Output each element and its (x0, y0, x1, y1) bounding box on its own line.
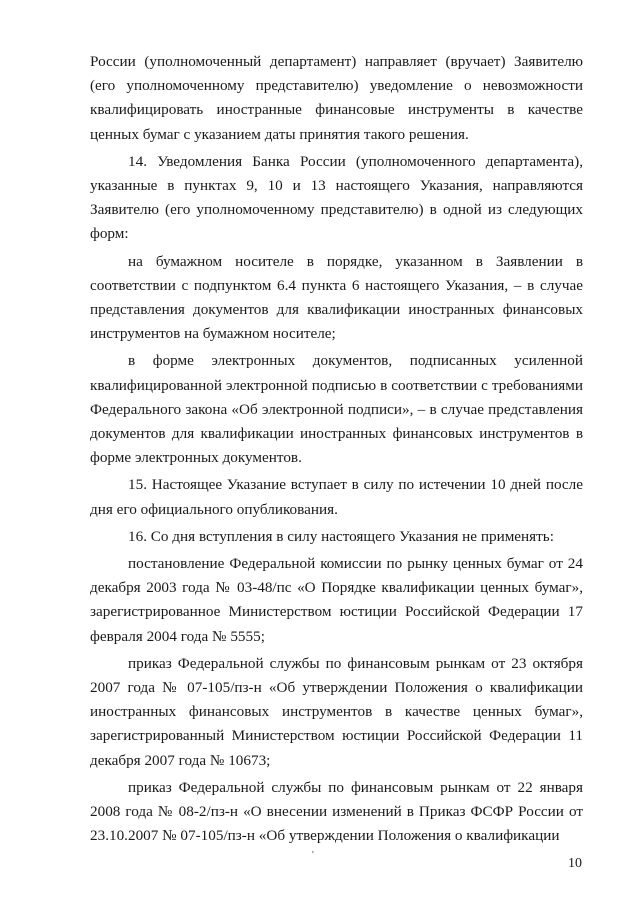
paragraph-16-order-07-105: приказ Федеральной службы по финансовым рынкам от 23 октября 2007 года № 07-105/пз-н «Об утверждении Положения о квалификации иностранных финансовых инструментов в качестве ценных бумаг», зарегистрированный Министерством юстиции Российской Федерации 11 декабря 2007 года № 10673; (90, 654, 583, 769)
paragraph-14-electronic-form: в форме электронных документов, подписанных усиленной квалифицированной электронной подписью в соответствии с требованиями Федерального закона «Об электронной подписи», – в случае представления документов для квалификации иностранных финансовых инструментов в форме электронных документов. (90, 352, 583, 467)
page-number: 10 (568, 856, 582, 871)
paragraph-16-resolution-fkcb: постановление Федеральной комиссии по рынку ценных бумаг от 24 декабря 2003 года № 03-48/пс «О Порядке квалификации ценных бумаг», зарегистрированное Министерством юстиции Российской Федерации 17 февраля 2004 года № 5555; (90, 555, 583, 645)
paragraph-16: 16. Со дня вступления в силу настоящего Указания не применять: (128, 527, 554, 545)
paragraph-14: 14. Уведомления Банка России (уполномоченного департамента), указанные в пунктах 9, 10 и 13 настоящего Указания, направляются Заявителю (его уполномоченному представителю) в одной из следующих форм: (90, 152, 583, 243)
document-body (90, 50, 583, 852)
paragraph-continuation: России (уполномоченный департамент) направляет (вручает) Заявителю (его уполномоченному представителю) уведомление о невозможности квалифицировать иностранные финансовые инструменты в качестве ценных бумаг с указанием даты принятия такого решения. (90, 53, 583, 143)
paragraph-15: 15. Настоящее Указание вступает в силу по истечении 10 дней после дня его официального опубликования. (90, 476, 583, 518)
paragraph-14-paper-form: на бумажном носителе в порядке, указанном в Заявлении в соответствии с подпунктом 6.4 пункта 6 настоящего Указания, – в случае представления документов для квалификации иностранных финансовых инструментов на бумажном носителе; (90, 252, 583, 343)
footer-mark: ' (312, 850, 314, 861)
paragraph-16-order-08-2: приказ Федеральной службы по финансовым рынкам от 22 января 2008 года № 08-2/пз-н «О внесении изменений в Приказ ФСФР России от 23.10.2007 № 07-105/пз-н «Об утверждении Положения о квалификации (90, 778, 583, 845)
